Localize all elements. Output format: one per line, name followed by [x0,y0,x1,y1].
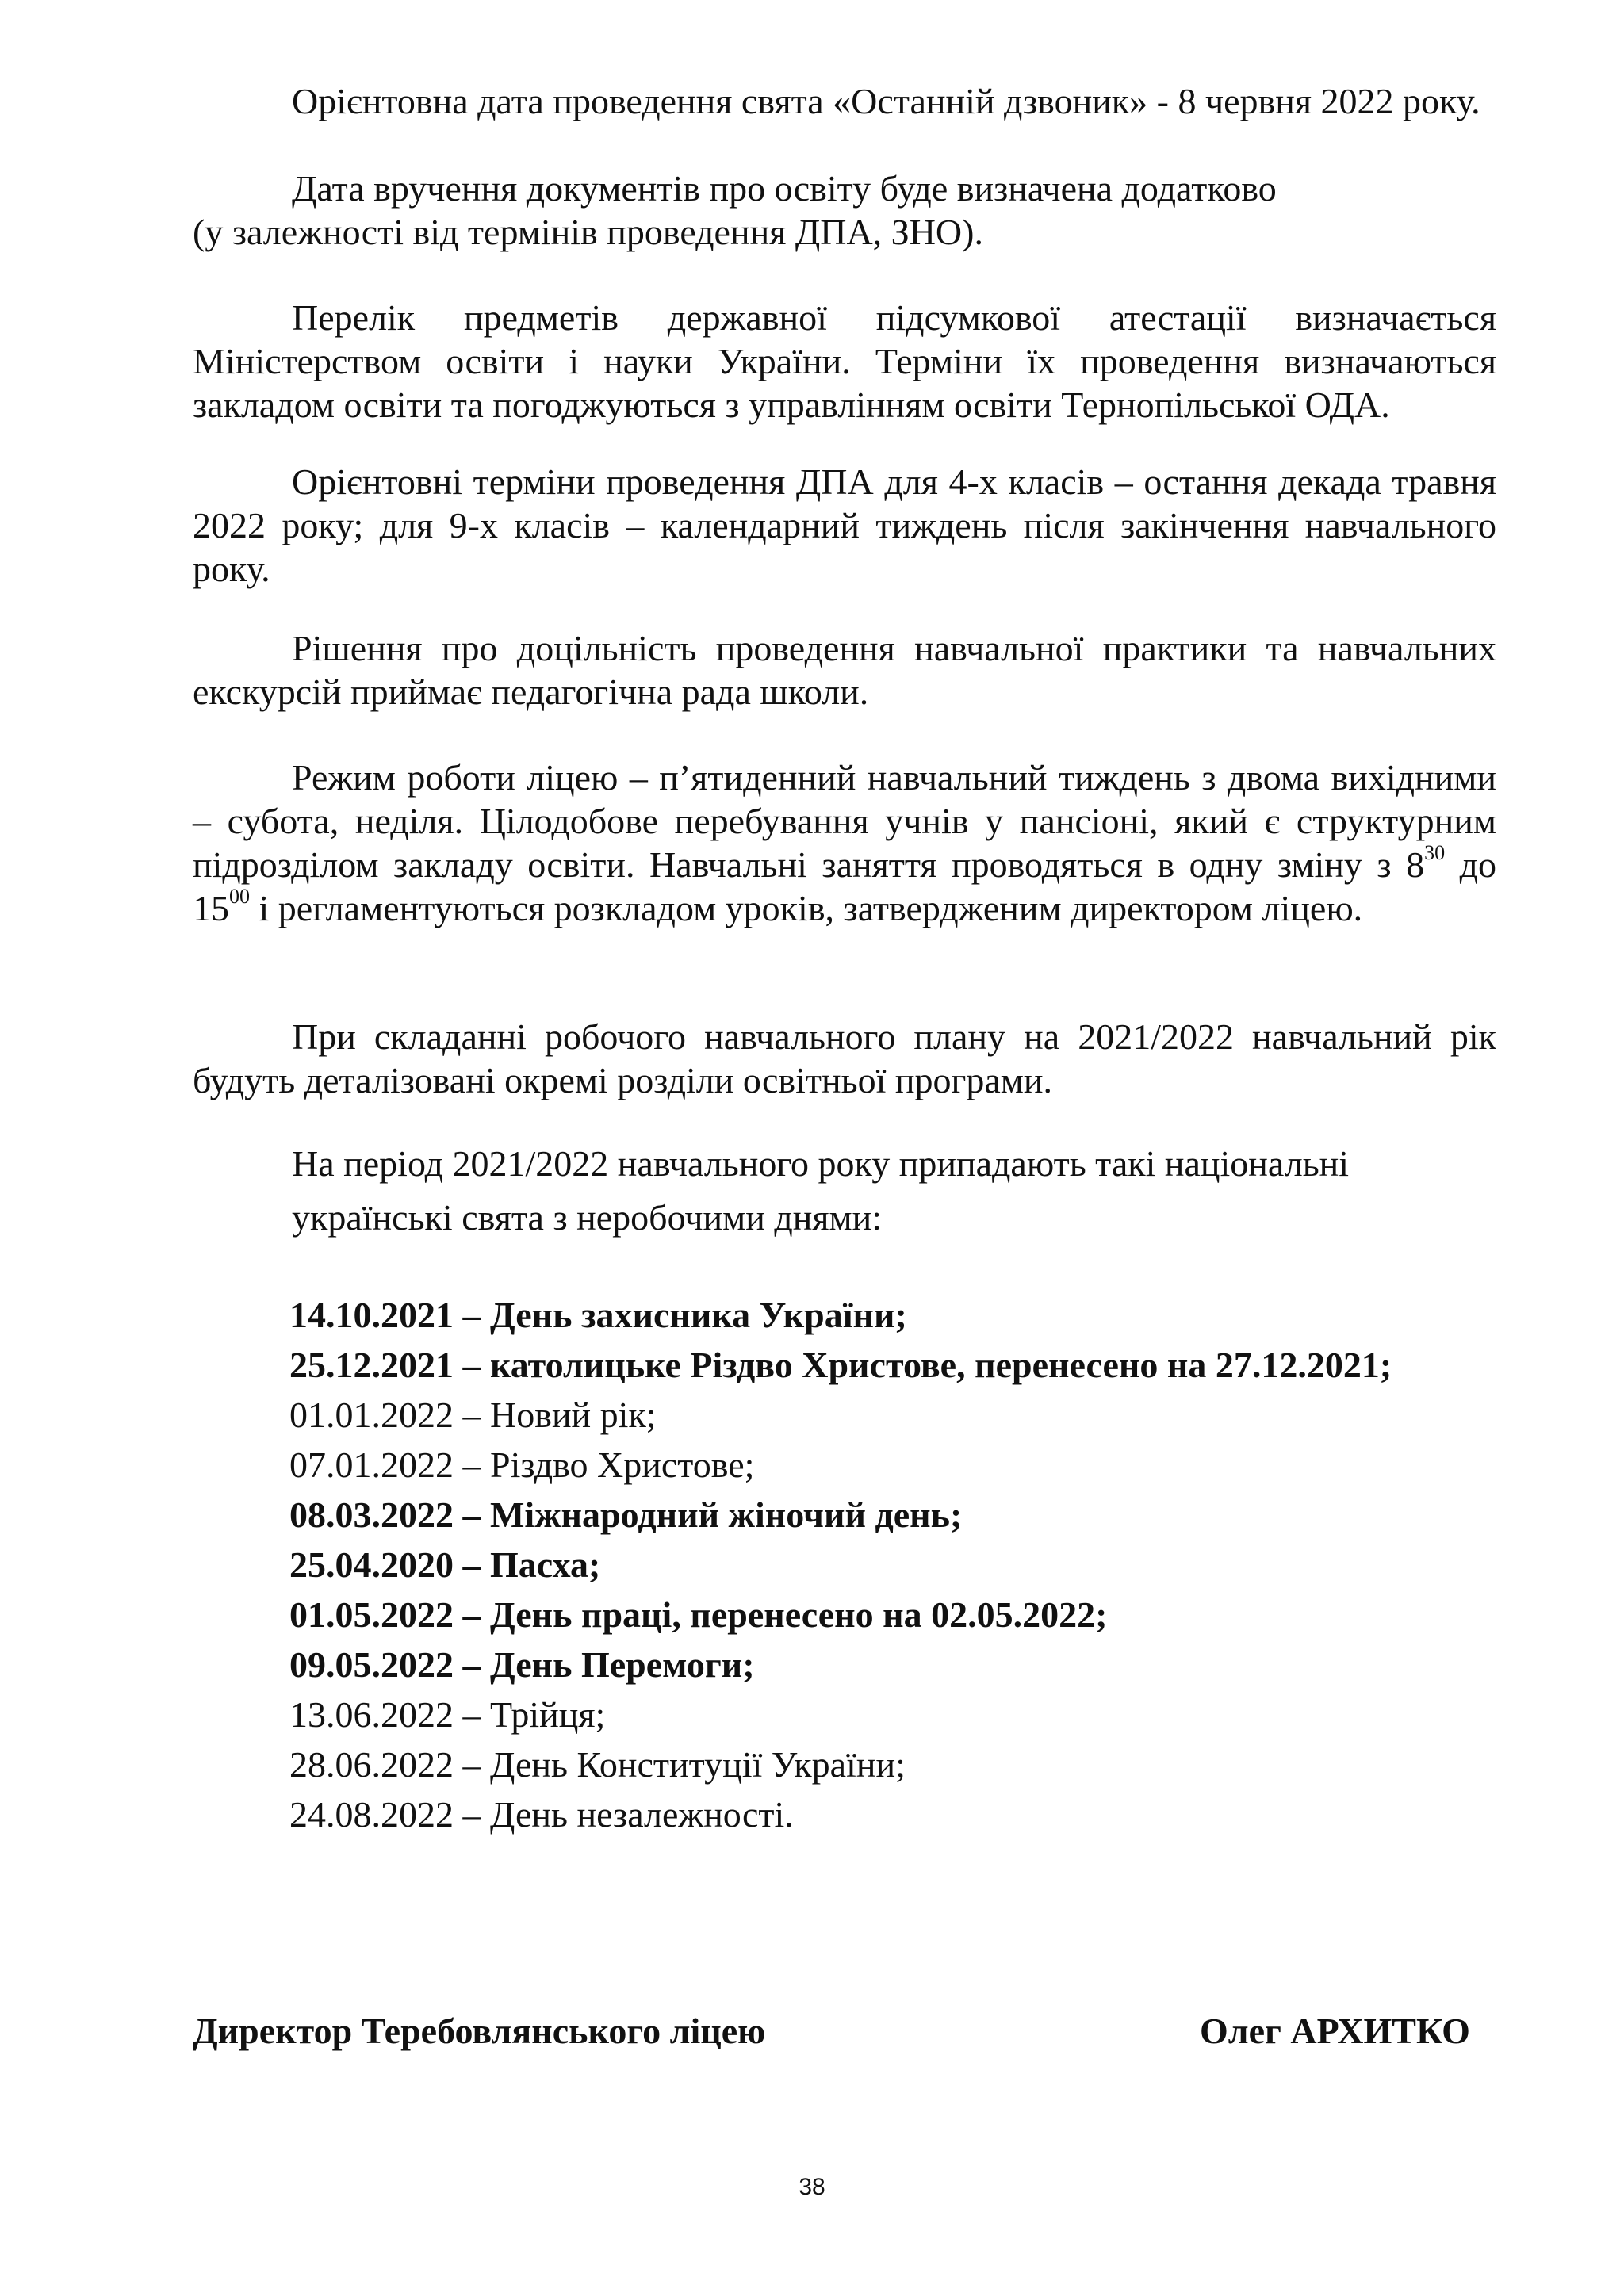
holiday-item: 01.01.2022 – Новий рік; [289,1395,657,1435]
schedule-text-2: до 15 [193,844,1497,928]
schedule-start-minutes: 30 [1424,841,1446,864]
schedule-text-1: Режим роботи ліцею – п’ятиденний навчальний тиждень з двома вихідними – субота, неділя. Цілодобове перебування учнів у пансіоні, який є структурним підрозділом закладу освіти. Навчальні заняття проводяться в одну зміну з 8 [193,757,1496,885]
paragraph-documents-line-2: (у залежності від термінів проведення ДПА, ЗНО). [193,212,983,252]
paragraph-practice: Рішення про доцільність проведення навчальної практики та навчальних екскурсій приймає педагогічна рада школи. [193,628,1496,712]
holidays-intro-line-2: українські свята з неробочими днями: [292,1197,883,1238]
holiday-item: 25.12.2021 – католицьке Різдво Христове, перенесено на 27.12.2021; [289,1345,1392,1385]
holiday-item: 25.04.2020 – Пасха; [289,1544,601,1585]
paragraph-documents-line-1: Дата вручення документів про освіту буде визначена додатково [292,168,1277,209]
holiday-item: 09.05.2022 – День Перемоги; [289,1644,755,1685]
holiday-list [289,1290,1526,1839]
holiday-item: 08.03.2022 – Міжнародний жіночий день; [289,1494,963,1535]
holiday-item: 28.06.2022 – День Конституції України; [289,1744,906,1785]
page-number: 38 [799,2174,825,2200]
paragraph-plan: При складанні робочого навчального плану на 2021/2022 навчальний рік будуть деталізовані окремі розділи освітньої програми. [193,1016,1496,1100]
holidays-intro-line-1: На період 2021/2022 навчального року припадають такі національні [292,1143,1350,1184]
holiday-item: 14.10.2021 – День захисника України; [289,1295,907,1335]
paragraph-subjects: Перелік предметів державної підсумкової атестації визначається Міністерством освіти і науки України. Терміни їх проведення визначаються закладом освіти та погоджуються з управлінням освіти Тернопільської ОДА. [193,297,1496,425]
holiday-item: 24.08.2022 – День незалежності. [289,1794,794,1835]
schedule-text-3: і регламентуються розкладом уроків, затвердженим директором ліцею. [250,888,1363,928]
schedule-end-minutes: 00 [229,885,250,908]
paragraph-schedule [193,756,1496,930]
signature-position: Директор Теребовлянського ліцею [193,2011,766,2051]
holiday-item: 07.01.2022 – Різдво Христове; [289,1445,755,1485]
signature-name: Олег АРХИТКО [1200,2011,1470,2051]
paragraph-last-bell: Орієнтовна дата проведення свята «Останній дзвоник» - 8 червня 2022 року. [292,81,1480,121]
holiday-item: 13.06.2022 – Трійця; [289,1694,606,1735]
paragraph-dpa-terms: Орієнтовні терміни проведення ДПА для 4-х класів – остання декада травня 2022 року; для 9-х класів – календарний тиждень після закінчення навчального року. [193,461,1496,589]
holiday-item: 01.05.2022 – День праці, перенесено на 02.05.2022; [289,1594,1108,1635]
